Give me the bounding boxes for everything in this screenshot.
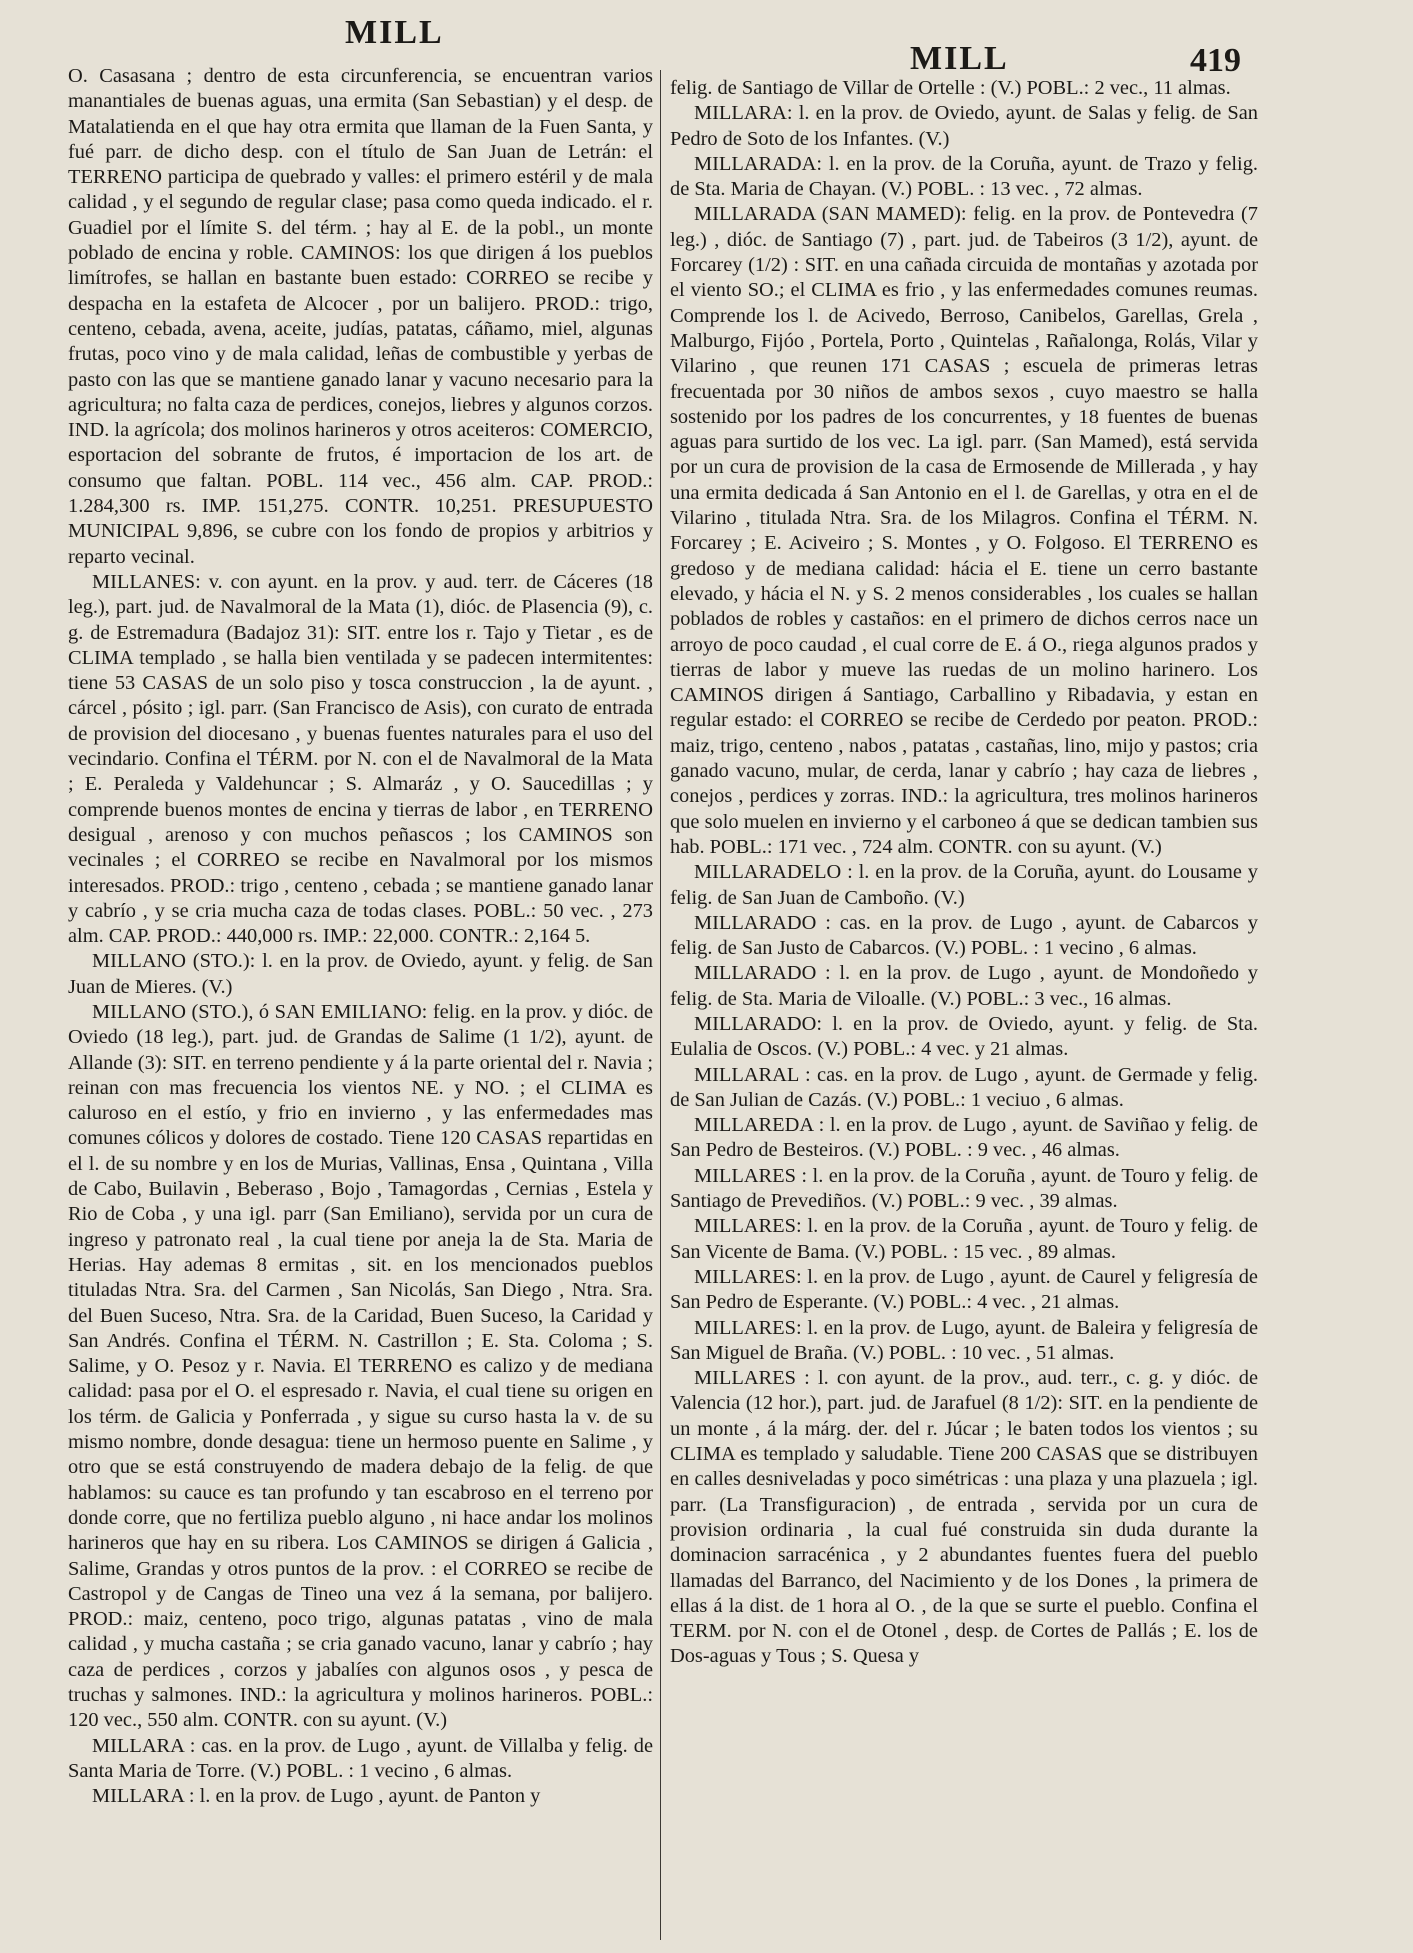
page-number: 419 — [1190, 42, 1241, 79]
column-divider — [660, 70, 661, 1940]
entry-paragraph: MILLARADA: l. en la prov. de la Coruña, ayunt. de Trazo y felig. de Sta. Maria de Chayan. (V.) POBL. : 13 vec. , 72 almas. — [670, 152, 1258, 201]
entry-paragraph: MILLARES: l. en la prov. de Lugo, ayunt. de Baleira y feligresía de San Miguel de Braña. (V.) POBL. : 10 vec. , 51 almas. — [670, 1316, 1258, 1364]
running-head-right: MILL — [910, 40, 1009, 77]
entry-paragraph: MILLARADO : l. en la prov. de Lugo , ayunt. de Mondoñedo y felig. de Sta. Maria de Viloalle. (V.) POBL.: 3 vec., 16 almas. — [670, 962, 1258, 1010]
entry-paragraph: MILLARES: l. en la prov. de Lugo , ayunt. de Caurel y feligresía de San Pedro de Esperante. (V.) POBL.: 4 vec. , 21 almas. — [670, 1265, 1258, 1314]
right-column — [670, 76, 1258, 1670]
entry-paragraph: MILLARADELO : l. en la prov. de la Coruña, ayunt. do Lousame y felig. de San Juan de Camboño. (V.) — [670, 861, 1258, 909]
entry-paragraph: MILLARADO : cas. en la prov. de Lugo , ayunt. de Cabarcos y felig. de San Justo de Cabarcos. (V.) POBL. : 1 vecino , 6 almas. — [670, 911, 1258, 960]
entry-paragraph: MILLAREDA : l. en la prov. de Lugo , ayunt. de Saviñao y felig. de San Pedro de Besteiros. (V.) POBL. : 9 vec. , 46 almas. — [670, 1114, 1258, 1162]
entry-paragraph: MILLARES: l. en la prov. de la Coruña , ayunt. de Touro y felig. de San Vicente de Bama. (V.) POBL. : 15 vec. , 89 almas. — [670, 1215, 1258, 1263]
entry-paragraph: MILLANO (STO.): l. en la prov. de Oviedo, ayunt. y felig. de San Juan de Mieres. (V.) — [68, 950, 653, 998]
entry-paragraph: MILLARADO: l. en la prov. de Oviedo, ayunt. y felig. de Sta. Eulalia de Oscos. (V.) POBL.: 4 vec. y 21 almas. — [670, 1012, 1258, 1061]
entry-paragraph: O. Casasana ; dentro de esta circunferencia, se encuentran varios manantiales de buenas aguas, una ermita (San Sebastian) y el desp. de Matalatienda en el que hay otra ermita que llaman de la Fuen Santa, y fué parr. de dicho desp. con el título de San Juan de Letrán: el TERRENO participa de quebrado y valles: el primero estéril y de mala calidad , y el segundo de regular clase; pasa como queda indicado. el r. Guadiel por el límite S. del térm. ; hay al E. de la pobl., un monte poblado de encina y roble. CAMINOS: los que dirigen á los pueblos limítrofes, se hallan en bastante buen estado: CORREO se recibe y despacha en la estafeta de Alcocer , por un balijero. PROD.: trigo, centeno, cebada, avena, aceite, judías, patatas, cáñamo, miel, algunas frutas, poco vino y de mala calidad, leñas de combustible y yerbas de pasto con las que se mantiene ganado lanar y vacuno necesario para la agricultura; no falta caza de perdices, conejos, liebres y algunos corzos. IND. la agrícola; dos molinos harineros y otros aceiteros: COMERCIO, esportacion del sobrante de frutos, é importacion de los art. de consumo que faltan. POBL. 114 vec., 456 alm. CAP. PROD.: 1.284,300 rs. IMP. 151,275. CONTR. 10,251. PRESUPUESTO MUNICIPAL 9,896, se cubre con los fondo de propios y arbitrios y reparto vecinal. — [68, 65, 653, 568]
entry-paragraph: MILLARA : l. en la prov. de Lugo , ayunt. de Panton y — [92, 1785, 541, 1808]
entry-paragraph: felig. de Santiago de Villar de Ortelle : (V.) POBL.: 2 vec., 11 almas. — [670, 77, 1231, 99]
entry-paragraph: MILLARA : cas. en la prov. de Lugo , ayunt. de Villalba y felig. de Santa Maria de Torre. (V.) POBL. : 1 vecino , 6 almas. — [68, 1734, 653, 1782]
entry-paragraph: MILLARADA (SAN MAMED): felig. en la prov. de Pontevedra (7 leg.) , dióc. de Santiago (7) , part. jud. de Tabeiros (3 1/2), ayunt. de Forcarey (1/2) : SIT. en una cañada circuida de montañas y azotada por el viento SO.; el CLIMA es frio , y las enfermedades comunes reumas. Comprende los l. de Acivedo, Berroso, Canibelos, Garellas, Grela , Malburgo, Fijóo , Portela, Porto , Quintelas , Rañalonga, Rolás, Vilar y Vilarino , que reunen 171 CASAS ; escuela de primeras letras frecuentada por 30 niños de ambos sexos , cuyo maestro se halla sostenido por los padres de los concurrentes, y 18 fuentes de buenas aguas para surtido de los vec. La igl. parr. (San Mamed), está servida por un cura de provision de la casa de Ermosende de Millerada , y hay una ermita dedicada á San Antonio en el l. de Garellas, y otra en el de Vilarino , titulada Ntra. Sra. de los Milagros. Confina el TÉRM. N. Forcarey ; E. Aciveiro ; S. Montes , y O. Folgoso. El TERRENO es gredoso y de mediana calidad: hácia el E. tiene un cerro bastante elevado, y hácia el N. y S. 2 menos considerables , los cuales se hallan poblados de robles y castaños: en el primero de dichos cerros nace un arroyo de poco caudad , el cual corre de E. á O., riega algunos prados y tierras de labor y mueve las ruedas de un molino harinero. Los CAMINOS dirigen á Santiago, Carballino y Ribadavia, y estan en regular estado: el CORREO se recibe de Cerdedo por peaton. PROD.: maiz, trigo, centeno , nabos , patatas , castañas, lino, mijo y pastos; cria ganado vacuno, mular, de cerda, lanar y cabrío ; hay caza de liebres , conejos , perdices y zorras. IND.: la agricultura, tres molinos harineros que solo muelen en invierno y el carboneo á que se dedican tambien sus hab. POBL.: 171 vec. , 724 alm. CONTR. con su ayunt. (V.) — [670, 203, 1258, 858]
entry-paragraph: MILLARES : l. en la prov. de la Coruña , ayunt. de Touro y felig. de Santiago de Prevediños. (V.) POBL.: 9 vec. , 39 almas. — [670, 1164, 1258, 1213]
entry-paragraph: MILLARAL : cas. en la prov. de Lugo , ayunt. de Germade y felig. de San Julian de Cazás. (V.) POBL.: 1 veciuo , 6 almas. — [670, 1063, 1258, 1111]
entry-paragraph: MILLANES: v. con ayunt. en la prov. y aud. terr. de Cáceres (18 leg.), part. jud. de Navalmoral de la Mata (1), dióc. de Plasencia (9), c. g. de Estremadura (Badajoz 31): SIT. entre los r. Tajo y Tietar , es de CLIMA templado , se halla bien ventilada y se padecen intermitentes: tiene 53 CASAS de un solo piso y tosca construccion , la de ayunt. , cárcel , pósito ; igl. parr. (San Francisco de Asis), con curato de entrada de provision del diocesano , y buenas fuentes naturales para el uso del vecindario. Confina el TÉRM. por N. con el de Navalmoral de la Mata ; E. Peraleda y Valdehuncar ; S. Almaráz , y O. Saucedillas ; y comprende buenos montes de encina y tierras de labor , en TERRENO desigual , arenoso y con muchos peñascos ; los CAMINOS son vecinales ; el CORREO se recibe en Navalmoral por los mismos interesados. PROD.: trigo , centeno , cebada ; se mantiene ganado lanar y cabrío , y se cria mucha caza de todas clases. POBL.: 50 vec. , 273 alm. CAP. PROD.: 440,000 rs. IMP.: 22,000. CONTR.: 2,164 5. — [68, 570, 653, 948]
entry-paragraph: MILLARA: l. en la prov. de Oviedo, ayunt. de Salas y felig. de San Pedro de Soto de los Infantes. (V.) — [670, 102, 1258, 150]
left-column — [68, 64, 653, 1809]
entry-paragraph: MILLARES : l. con ayunt. de la prov., aud. terr., c. g. y dióc. de Valencia (12 hor.), part. jud. de Jarafuel (8 1/2): SIT. en la pendiente de un monte , á la márg. der. del r. Júcar ; le baten todos los vientos ; su CLIMA es templado y saludable. Tiene 200 CASAS que se distribuyen en calles desniveladas y poco simétricas : una plaza y una plazuela ; igl. parr. (La Transfiguracion) , de entrada , servida por un cura de provision ordinaria , la cual fué construida sin duda durante la dominacion sarracénica , y 2 abundantes fuentes fuera del pueblo llamadas del Barranco, del Nacimiento y de los Dones , la primera de ellas á la dist. de 1 hora al O. , de la que se surte el pueblo. Confina el TERM. por N. con el de Otonel , desp. de Cortes de Pallás ; E. los de Dos-aguas y Tous ; S. Quesa y — [670, 1367, 1258, 1668]
entry-paragraph: MILLANO (STO.), ó SAN EMILIANO: felig. en la prov. y dióc. de Oviedo (18 leg.), part. jud. de Grandas de Salime (1 1/2), ayunt. de Allande (3): SIT. en terreno pendiente y á la parte oriental del r. Navia ; reinan con mas frecuencia los vientos NE. y NO. ; el CLIMA es caluroso en el estío, y frio en invierno , y las enfermedades mas comunes cólicos y dolores de costado. Tiene 120 CASAS repartidas en el l. de su nombre y en los de Murias, Vallinas, Ensa , Quintana , Villa de Cabo, Builavin , Beberaso , Bojo , Tamagordas , Cernias , Estela y Rio de Coba , y una igl. parr (San Emiliano), servida por un cura de ingreso y patronato real , la cual tiene por aneja la de Sta. Maria de Herias. Hay ademas 8 ermitas , sit. en los mencionados pueblos tituladas Ntra. Sra. del Carmen , San Nicolás, San Diego , Ntra. Sra. del Buen Suceso, Ntra. Sra. de la Caridad, Buen Suceso, la Caridad y San Andrés. Confina el TÉRM. N. Castrillon ; E. Sta. Coloma ; S. Salime, y O. Pesoz y r. Navia. El TERRENO es calizo y de mediana calidad: pasa por el O. el espresado r. Navia, el cual tiene su origen en los térm. de Galicia y Ponferrada , y sigue su curso hasta la v. de su mismo nombre, donde desagua: tiene un hermoso puente en Salime , y otro que se está construyendo de madera debajo de la felig. de que hablamos: su cauce es tan profundo y tan escabroso en el terreno por donde corre, que no fertiliza pueblo alguno , ni hace andar los molinos harineros que hay en su ribera. Los CAMINOS se dirigen á Galicia , Salime, Grandas y otros puntos de la prov. : el CORREO se recibe de Castropol y de Cangas de Tineo una vez á la semana, por balijero. PROD.: maiz, centeno, poco trigo, algunas patatas , vino de mala calidad , y mucha castaña ; se cria ganado vacuno, lanar y cabrío ; hay caza de perdices , corzos y jabalíes con algunos osos , y pesca de truchas y salmones. IND.: la agricultura y molinos harineros. POBL.: 120 vec., 550 alm. CONTR. con su ayunt. (V.) — [68, 1000, 653, 1732]
running-head-left: MILL — [345, 14, 444, 51]
